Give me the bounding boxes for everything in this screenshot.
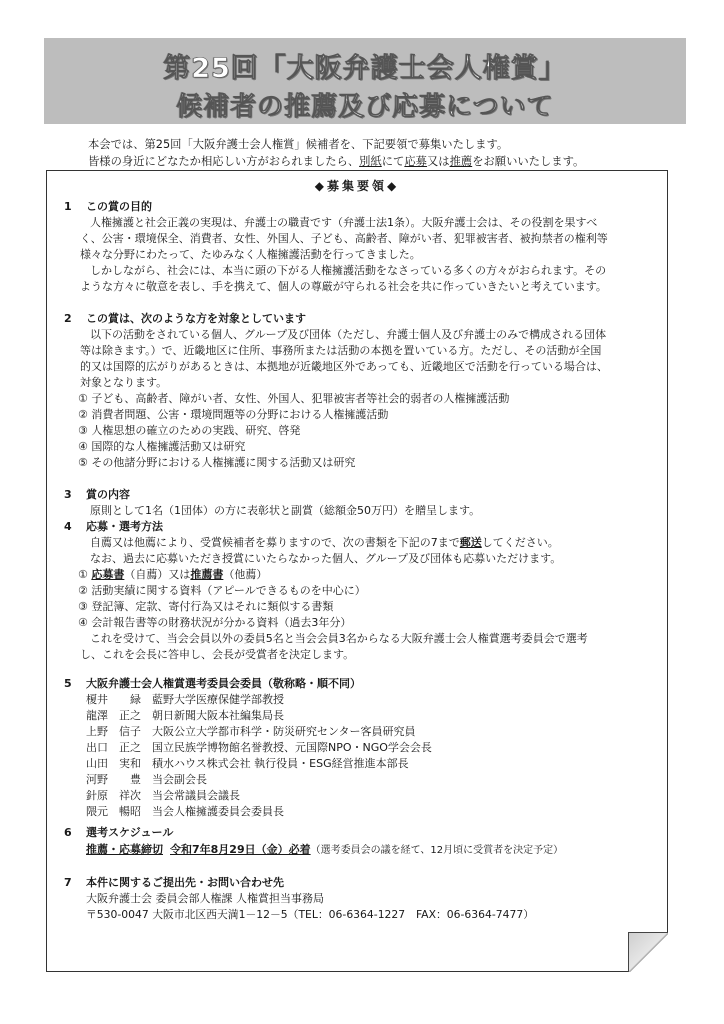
section-4-heading: 応募・選考方法	[86, 520, 163, 533]
contact-address: 〒530-0047 大阪市北区西天満1－12－5（TEL：06-6364-1227 FAX：06-6364-7477）	[86, 908, 535, 921]
section-5-heading: 大阪弁護士会人権賞選考委員会委員（敬称略・順不同）	[86, 677, 361, 690]
section-4-text: 自薦又は他薦により、受賞候補者を募りますので、次の書類を下記の7まで	[90, 536, 460, 549]
page-title: 第25回「大阪弁護士会人権賞」	[163, 53, 567, 84]
member-name: 山田 実和	[86, 757, 141, 770]
member-title: 当会人権擁護委員会委員長	[152, 805, 284, 818]
member-name: 龍澤 正之	[86, 709, 141, 722]
section-1-line: 様々な分野にわたって、たゆみなく人権擁護活動を行ってきました。	[80, 248, 421, 261]
section-1-line: く、公害・環境保全、消費者、女性、外国人、子ども、高齢者、障がい者、犯罪被害者、被拘禁者の権利等	[80, 232, 608, 245]
section-3-number: 3	[64, 488, 72, 501]
section-3-line: 原則として1名（1団体）の方に表彰状と副賞（総額金50万円）を贈呈します。	[90, 504, 481, 517]
intro-text: 又は	[426, 155, 450, 168]
deadline-note: （選考委員会の議を経て、12月頃に受賞者を決定予定）	[310, 845, 564, 856]
section-4-number: 4	[64, 520, 72, 533]
section-1-line: しかしながら、社会には、本当に頭の下がる人権擁護活動をなさっている多くの方々がおられます。その	[90, 264, 607, 277]
document-item: ④ 会計報告書等の財務状況が分かる資料（過去3年分）	[78, 616, 352, 629]
section-2-item: ① 子ども、高齢者、障がい者、女性、外国人、犯罪被害者等社会的弱者の人権擁護活動	[78, 392, 510, 405]
apply-text: 応募	[404, 155, 427, 168]
section-2-item: ② 消費者問題、公害・環境問題等の分野における人権擁護活動	[78, 408, 389, 421]
section-7-heading: 本件に関するご提出先・お問い合わせ先	[86, 876, 284, 889]
intro-line-2	[88, 153, 584, 169]
section-2-line: 的又は国際的広がりがあるときは、本拠地が近畿地区外であっても、近畿地区で活動を行っている場合は、	[80, 360, 608, 373]
document-item	[78, 568, 267, 582]
attachment-link: 別紙	[359, 155, 382, 168]
section-4-line	[90, 536, 559, 550]
recommend-text: 推薦	[449, 155, 473, 168]
section-4-line: し、これを会長に答申し、会長が受賞者を決定します。	[80, 648, 355, 661]
section-5-number: 5	[64, 677, 72, 690]
member-title: 藍野大学医療保健学部教授	[152, 693, 284, 706]
member-name: 針原 祥次	[86, 789, 141, 802]
intro-text: 皆様の身近にどなたか相応しい方がおられましたら、	[88, 155, 360, 168]
section-1-line: 人権擁護と社会正義の実現は、弁護士の職責です（弁護士法1条）。大阪弁護士会は、その役割を果すべ	[90, 216, 598, 229]
section-1-heading: この賞の目的	[86, 200, 152, 213]
recommendation-form: 推薦書	[190, 568, 224, 581]
document-item: ② 活動実績に関する資料（アピールできるものを中心に）	[78, 584, 366, 597]
member-title: 当会常議員会議長	[152, 789, 240, 802]
title-banner	[44, 38, 686, 124]
deadline-date: 令和7年8月29日（金）必着	[170, 843, 311, 856]
page-subtitle: 候補者の推薦及び応募について	[176, 92, 554, 122]
section-4-line: これを受けて、当会会員以外の委員5名と当会会員3名からなる大阪弁護士会人権賞選考委員会で選考	[90, 632, 588, 645]
member-name: 河野 豊	[86, 773, 141, 786]
intro-text: にて	[381, 155, 405, 168]
section-2-item: ③ 人権思想の確立のための実践、研究、啓発	[78, 424, 301, 437]
section-1-line: ような方々に敬意を表し、手を携えて、個人の尊厳が守られる社会を共に作っていきたいと考えています。	[80, 280, 607, 293]
section-2-line: 以下の活動をされている個人、グループ及び団体（ただし、弁護士個人及び弁護士のみで構成される団体	[90, 328, 607, 341]
item-number: ①	[78, 568, 88, 581]
section-4-text: してください。	[481, 536, 559, 549]
section-2-heading: この賞は、次のような方を対象としています	[86, 312, 306, 325]
section-3-heading: 賞の内容	[86, 488, 130, 501]
member-title: 国立民族学博物館名誉教授、元国際NPO・NGO学会会長	[152, 741, 432, 754]
item-text: （他薦）	[223, 568, 268, 581]
member-title: 大阪公立大学都市科学・防災研究センター客員研究員	[152, 725, 416, 738]
section-2-line: 等は除きます。）で、近畿地区に住所、事務所または活動の本拠を置いている方。ただし、その活動が全国	[80, 344, 602, 357]
intro-text: をお願いいたします。	[472, 155, 585, 168]
section-2-item: ⑤ その他諸分野における人権擁護に関する活動又は研究	[78, 456, 356, 469]
section-6-number: 6	[64, 826, 72, 839]
section-1-number: 1	[64, 200, 72, 213]
member-name: 出口 正之	[86, 741, 141, 754]
member-name: 隈元 暢昭	[86, 805, 141, 818]
box-title: ◆募集要領◆	[314, 179, 400, 193]
application-form: 応募書	[91, 568, 125, 581]
deadline-label: 推薦・応募締切	[86, 843, 163, 856]
member-title: 積水ハウス株式会社 執行役員・ESG経営推進本部長	[152, 757, 409, 770]
member-name: 上野 信子	[86, 725, 141, 738]
section-7-number: 7	[64, 876, 72, 889]
member-title: 朝日新聞大阪本社編集局長	[152, 709, 284, 722]
item-text: （自薦）又は	[124, 568, 191, 581]
section-6-heading: 選考スケジュール	[86, 826, 174, 839]
page-curl	[628, 932, 668, 972]
member-title: 当会副会長	[152, 773, 207, 786]
member-name: 榎井 緑	[86, 693, 141, 706]
document-item: ③ 登記簿、定款、寄付行為又はそれに類似する書類	[78, 600, 334, 613]
mail-text: 郵送	[459, 536, 482, 549]
contact-office: 大阪弁護士会 委員会部人権課 人権賞担当事務局	[86, 892, 324, 905]
deadline-line	[86, 843, 563, 858]
section-4-line: なお、過去に応募いただき授賞にいたらなかった個人、グループ及び団体も応募いただけます。	[90, 552, 562, 565]
section-2-number: 2	[64, 312, 72, 325]
section-2-item: ④ 国際的な人権擁護活動又は研究	[78, 440, 246, 453]
section-2-line: 対象となります。	[80, 376, 168, 389]
intro-line-1: 本会では、第25回「大阪弁護士会人権賞」候補者を、下記要領で募集いたします。	[88, 138, 509, 151]
